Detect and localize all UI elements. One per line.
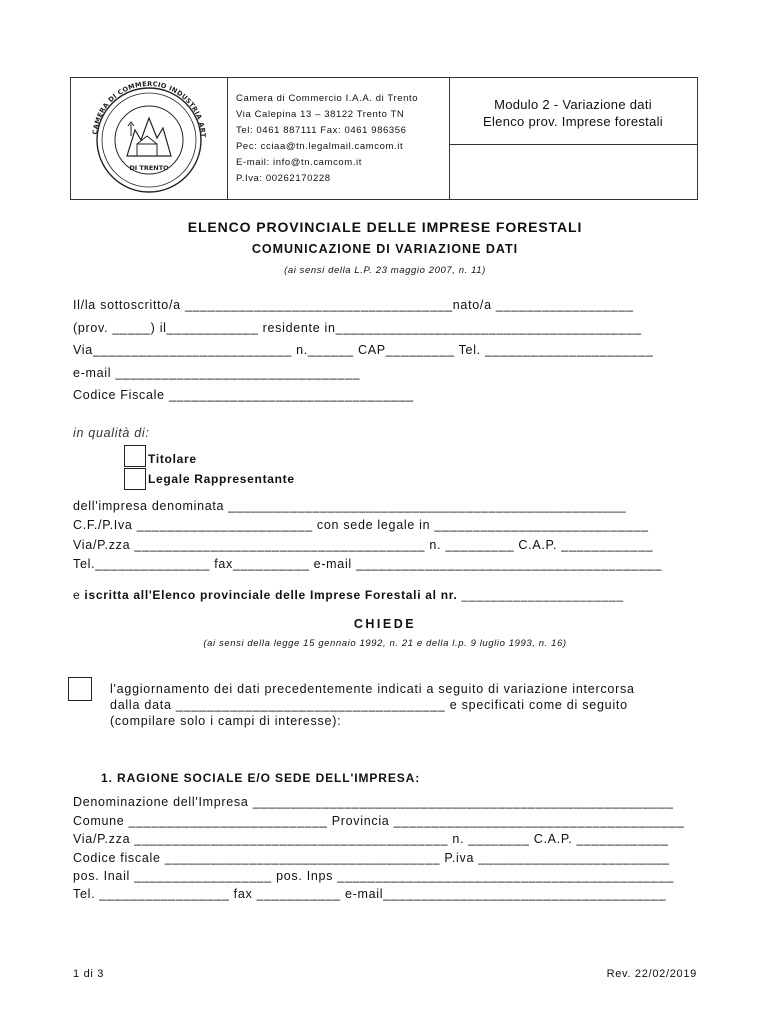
legal-rep-checkbox[interactable]: [124, 468, 146, 490]
contact-line: Tel: 0461 887111 Fax: 0461 986356: [236, 125, 407, 136]
revision-date: Rev. 22/02/2019: [606, 968, 697, 980]
section1-positions-line[interactable]: pos. Inail __________________ pos. Inps ____________________________________________: [73, 869, 674, 883]
contact-block: [236, 91, 418, 187]
company-address-line[interactable]: Via/P.zza ______________________________________ n. _________ C.A.P. ____________: [73, 538, 654, 552]
chamber-seal-logo: [71, 78, 227, 199]
declarant-birth-line[interactable]: (prov. _____) il____________ residente in________________________________________: [73, 321, 642, 335]
contact-line: Via Calepina 13 – 38122 Trento TN: [236, 109, 405, 120]
section1-city-line[interactable]: Comune __________________________ Provincia ______________________________________: [73, 814, 685, 828]
update-checkbox[interactable]: [68, 677, 92, 701]
titolare-label: Titolare: [148, 452, 197, 466]
module-subtitle: Elenco prov. Imprese forestali: [483, 114, 663, 129]
registration-line[interactable]: [73, 588, 624, 602]
section1-title: 1. RAGIONE SOCIALE E/O SEDE DELL'IMPRESA:: [101, 771, 421, 785]
declarant-tax-code-line[interactable]: Codice Fiscale ________________________________: [73, 388, 414, 402]
svg-text:CAMERA DI COMMERCIO INDUSTRIA: CAMERA DI COMMERCIO INDUSTRIA ART: [91, 79, 208, 138]
contact-line: E-mail: info@tn.camcom.it: [236, 157, 363, 168]
company-name-line[interactable]: dell'impresa denominata ____________________________________________________: [73, 499, 627, 513]
contact-line: Camera di Commercio I.A.A. di Trento: [236, 93, 419, 104]
declarant-address-line[interactable]: Via__________________________ n.______ CAP_________ Tel. ______________________: [73, 343, 654, 357]
module-cell: [449, 78, 697, 199]
contact-line: Pec: cciaa@tn.legalmail.camcom.it: [236, 141, 404, 152]
update-text-line: l'aggiornamento dei dati precedentemente indicati a seguito di variazione intercorsa: [110, 682, 635, 696]
titolare-checkbox[interactable]: [124, 445, 146, 467]
section1-name-line[interactable]: Denominazione dell'Impresa _______________________________________________________: [73, 795, 674, 809]
contact-line: P.Iva: 00262170228: [236, 173, 331, 184]
section1-tax-line[interactable]: Codice fiscale ____________________________________ P.iva _________________________: [73, 851, 670, 865]
section1-address-line[interactable]: Via/P.zza _________________________________________ n. ________ C.A.P. ____________: [73, 832, 669, 846]
header-table: [70, 77, 698, 200]
law-reference: (ai sensi della L.P. 23 maggio 2007, n. 11): [284, 265, 486, 276]
section1-contacts-line[interactable]: Tel. _________________ fax ___________ e-mail_____________________________________: [73, 887, 667, 901]
form-subtitle: COMUNICAZIONE DI VARIAZIONE DATI: [251, 242, 519, 256]
declarant-email-line[interactable]: e-mail ________________________________: [73, 366, 361, 380]
page-number: 1 di 3: [73, 968, 105, 980]
legal-rep-label: Legale Rappresentante: [148, 472, 295, 486]
registration-prefix: e: [73, 588, 85, 602]
declarant-name-line[interactable]: Il/la sottoscritto/a ___________________________________nato/a __________________: [73, 298, 634, 312]
module-title-box: [449, 78, 697, 145]
update-date-line[interactable]: dalla data ___________________________________ e specificati come di seguito: [110, 698, 628, 712]
contact-cell: [227, 78, 450, 199]
company-contacts-line[interactable]: Tel._______________ fax__________ e-mail ________________________________________: [73, 557, 663, 571]
chiede-heading: CHIEDE: [353, 617, 417, 631]
chiede-reference: (ai sensi della legge 15 gennaio 1992, n. 21 e della l.p. 9 luglio 1993, n. 16): [203, 638, 567, 649]
quality-label: in qualità di:: [73, 426, 150, 440]
seal-bottom-text: DI TRENTO: [129, 164, 169, 172]
module-title: Modulo 2 - Variazione dati: [494, 97, 652, 112]
seal-cell: [71, 78, 228, 199]
update-note-line: (compilare solo i campi di interesse):: [110, 714, 342, 728]
company-vat-line[interactable]: C.F./P.Iva _______________________ con sede legale in ____________________________: [73, 518, 649, 532]
registration-blank[interactable]: ______________________: [457, 588, 624, 602]
registration-text: iscritta all'Elenco provinciale delle Imprese Forestali al nr.: [84, 588, 458, 602]
form-title: ELENCO PROVINCIALE DELLE IMPRESE FORESTALI: [187, 219, 583, 235]
